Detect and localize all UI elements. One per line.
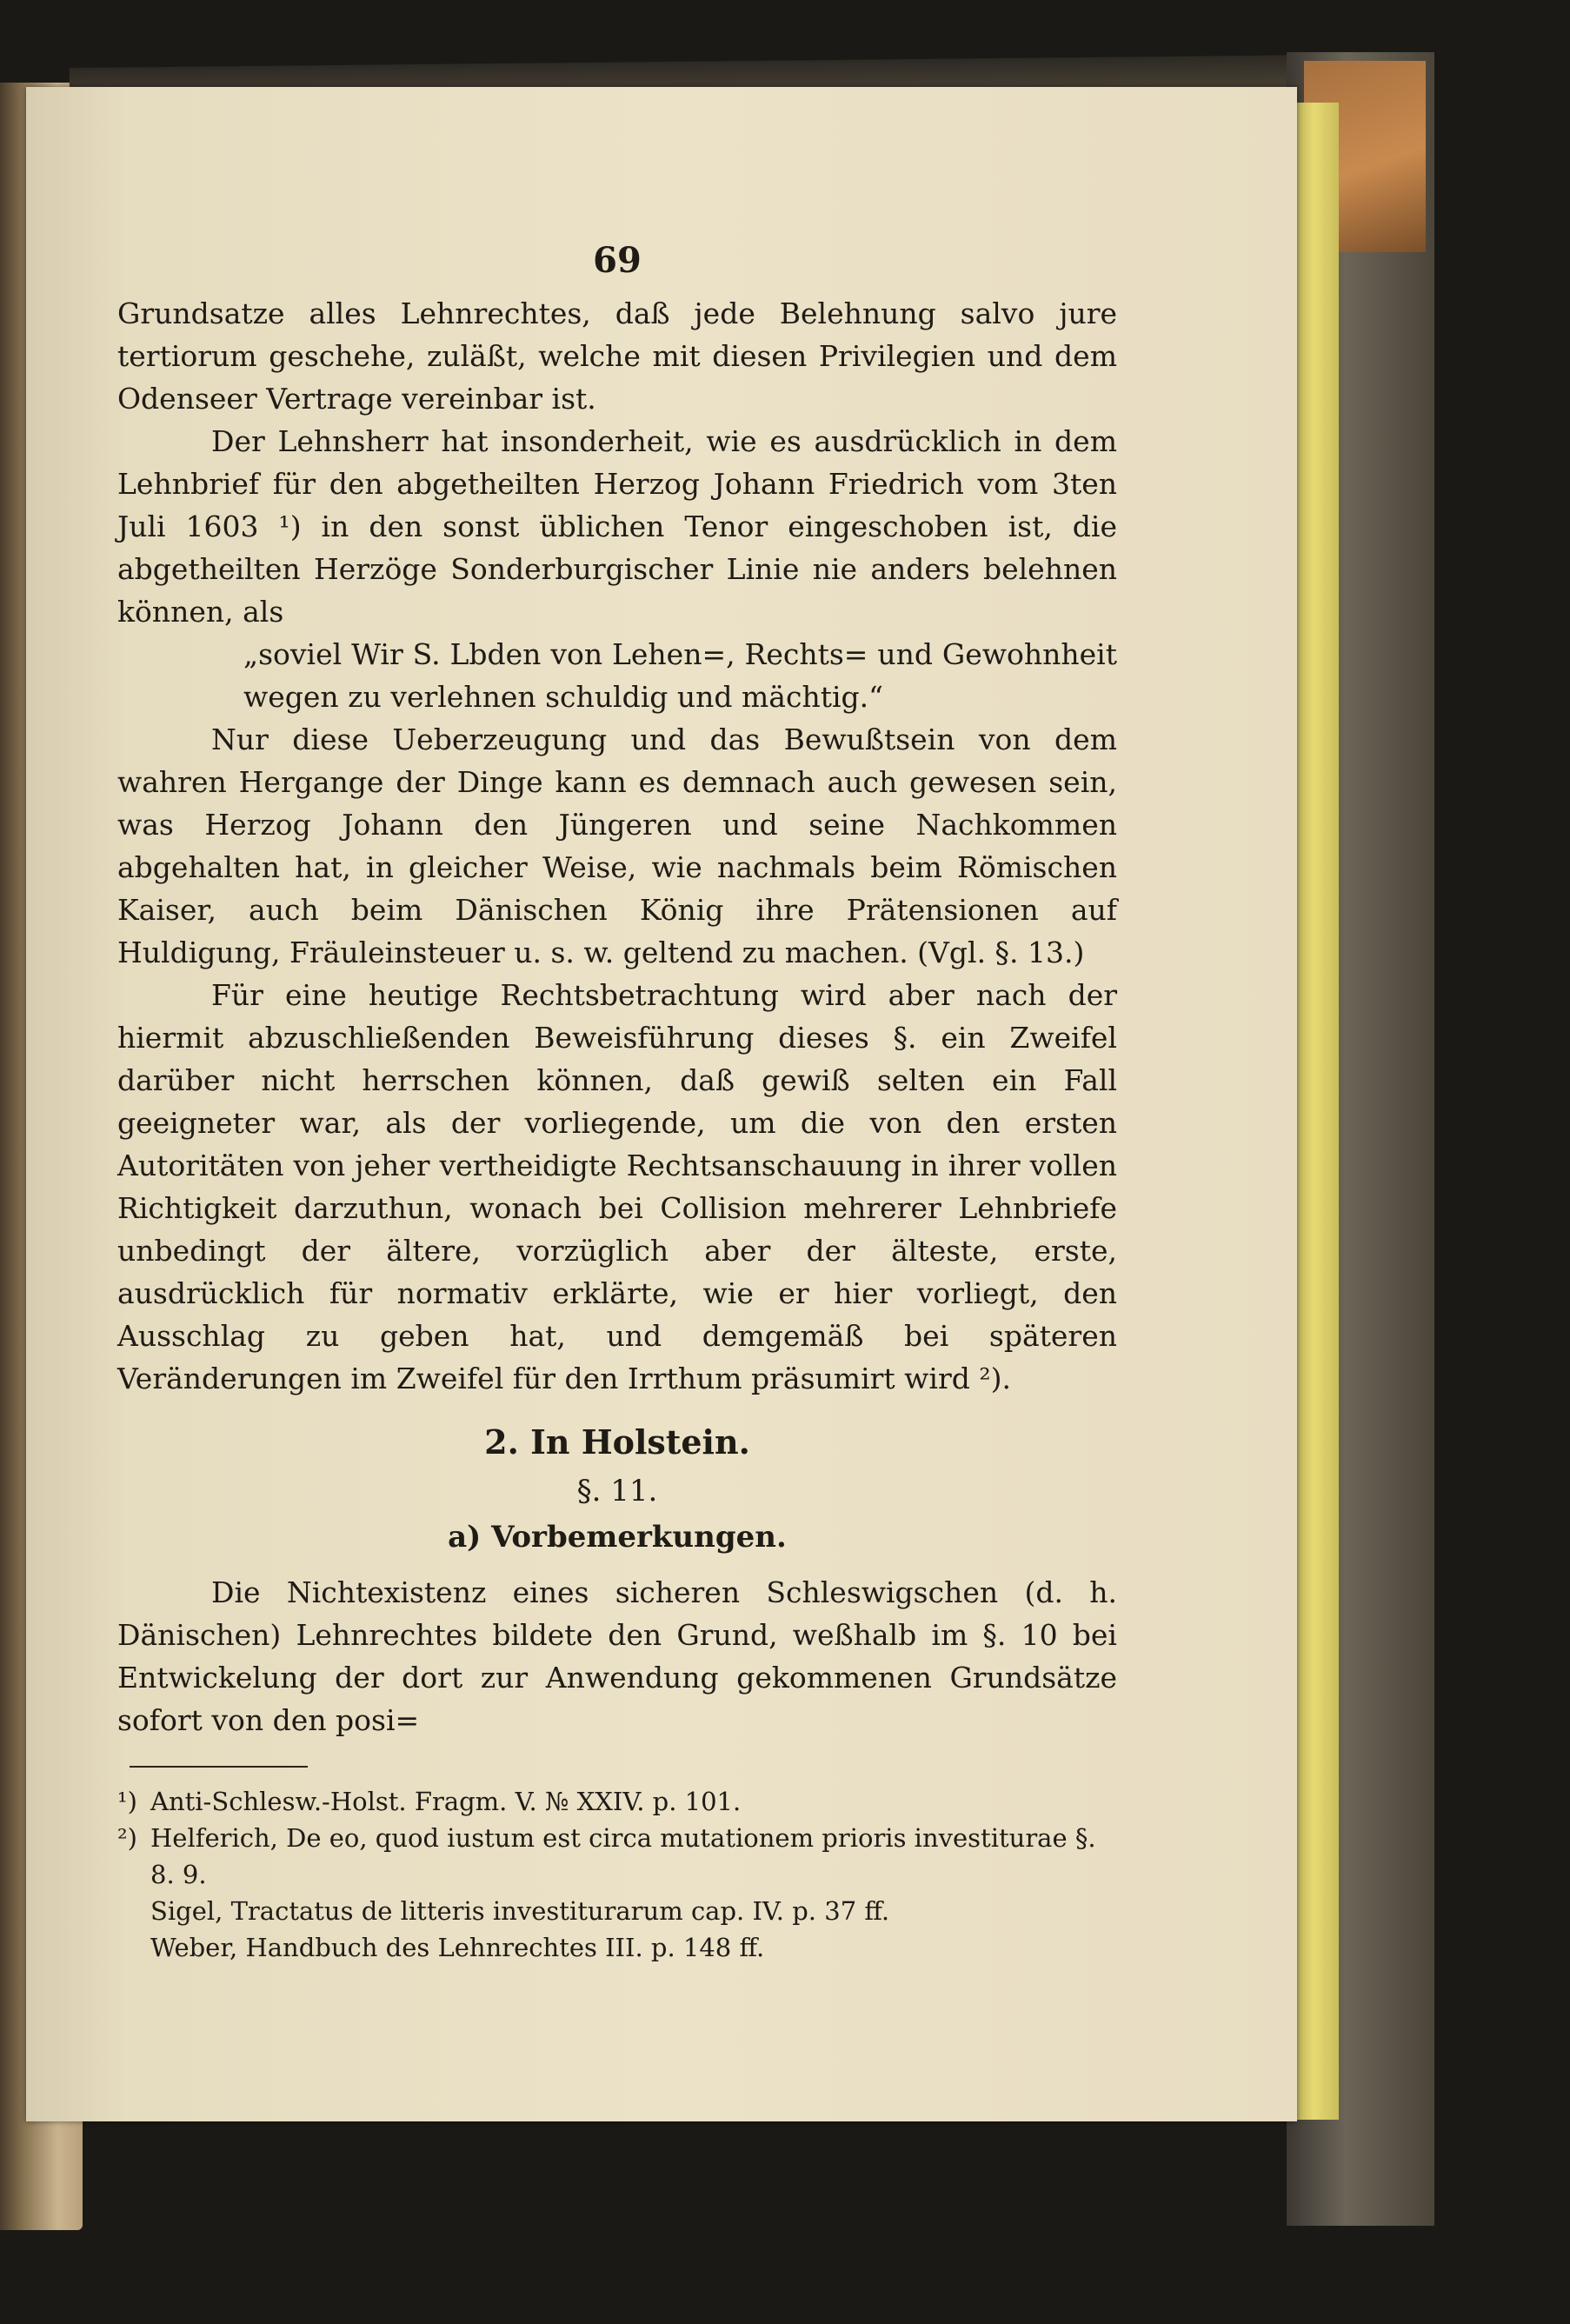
paragraph-ueberzeugung: Nur diese Ueberzeugung und das Bewußtsein von dem wahren Hergange der Dinge kann es demnach auch gewesen sein, was Herzog Johann den Jüngeren und seine Nachkommen abgehalten hat, in gleicher Weise, wie nachmals beim Römischen Kaiser, auch beim Dänischen König ihre Prätensionen auf Huldigung, Fräuleinsteuer u. s. w. geltend zu machen. (Vgl. §. 13.) bbox=[117, 723, 1117, 969]
footnote bbox=[117, 1783, 1117, 1820]
footnote-text: Anti-Schlesw.-Holst. Fragm. V. № XXIV. p. 101. bbox=[150, 1787, 742, 1816]
paragraph-nichtexistenz: Die Nichtexistenz eines sicheren Schleswigschen (d. h. Dänischen) Lehnrechtes bildete den Grund, weßhalb im §. 10 bei Entwickelung der dort zur Anwendung gekommenen Grundsätze sofort von den posi= bbox=[117, 1575, 1117, 1737]
footnote-mark: ²) bbox=[117, 1823, 137, 1853]
block-quote: „soviel Wir S. Lbden von Lehen=, Rechts= und Gewohnheit wegen zu verlehnen schuldig und mächtig.“ bbox=[243, 637, 1117, 714]
footnotes bbox=[117, 1783, 1117, 1966]
paragraph-continuation: Grundsatze alles Lehnrechtes, daß jede Belehnung salvo jure tertiorum geschehe, zuläßt, welche mit diesen Privilegien und dem Odenseer Vertrage vereinbar ist. bbox=[117, 296, 1117, 416]
book-page bbox=[26, 87, 1297, 2121]
footnote-text: Sigel, Tractatus de litteris investiturarum cap. IV. p. 37 ff. bbox=[150, 1896, 890, 1926]
section-heading: 2. In Holstein. bbox=[484, 1422, 750, 1462]
gilt-page-edge bbox=[1294, 103, 1339, 2120]
footnote-mark: ¹) bbox=[117, 1787, 137, 1816]
footnote-text: Helferich, De eo, quod iustum est circa mutationem prioris investiturae §. 8. 9. bbox=[150, 1823, 1096, 1889]
paragraph-number: §. 11. bbox=[576, 1474, 658, 1508]
page-number: 69 bbox=[593, 240, 642, 281]
paragraph-lehnsherr: Der Lehnsherr hat insonderheit, wie es ausdrücklich in dem Lehnbrief für den abgetheilten Herzog Johann Friedrich vom 3ten Juli 1603 ¹) in den sonst üblichen Tenor eingeschoben ist, die abgetheilten Herzöge Sonderburgischer Linie nie anders belehnen können, als bbox=[117, 424, 1117, 629]
footnote bbox=[117, 1820, 1117, 1893]
paragraph-rechtsbetrachtung: Für eine heutige Rechtsbetrachtung wird aber nach der hiermit abzuschließenden Beweisführung dieses §. ein Zweifel darüber nicht herrschen können, daß gewiß selten ein Fall geeigneter war, als der vorliegende, um die von den ersten Autoritäten von jeher vertheidigte Rechtsanschauung in ihrer vollen Richtigkeit darzuthun, wonach bei Collision mehrerer Lehnbriefe unbedingt der ältere, vorzüglich aber der älteste, erste, ausdrücklich für normativ erklärte, wie er hier vorliegt, den Ausschlag zu geben hat, und demgemäß bei späteren Veränderungen im Zweifel für den Irrthum präsumirt wird ²). bbox=[117, 978, 1117, 1395]
footnote-text: Weber, Handbuch des Lehnrechtes III. p. 148 ff. bbox=[150, 1933, 765, 1962]
footnote-rule bbox=[130, 1766, 308, 1768]
page-content bbox=[117, 239, 1117, 1966]
sub-heading: a) Vorbemerkungen. bbox=[448, 1520, 787, 1555]
